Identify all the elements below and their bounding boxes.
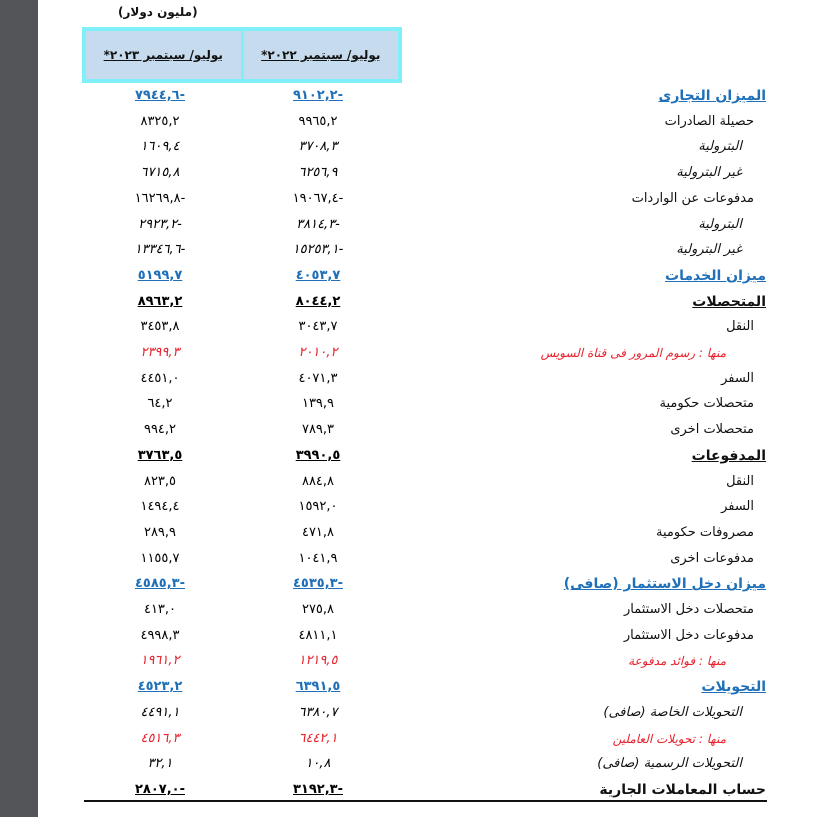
header-col-2022 <box>244 31 399 79</box>
row-label: السفر <box>721 499 754 515</box>
value-2023: ٤٥٨٥,٣- <box>134 576 185 592</box>
value-2023: ٢٩٢٣,٢- <box>138 216 182 232</box>
value-2022: ٩٩٦٥,٢ <box>298 113 338 129</box>
table-row <box>0 214 832 238</box>
table-row <box>0 291 832 315</box>
table-row <box>0 599 832 623</box>
value-2022: ٣٩٩٠,٥ <box>295 447 341 463</box>
row-label: التحويلات الخاصة (صافى) <box>603 704 742 720</box>
table-row <box>0 522 832 546</box>
value-2022: ٤٠٧١,٣ <box>298 370 338 386</box>
value-2022: ١٥٩٢,٠ <box>298 499 338 515</box>
value-2023: ٨٣٢٥,٢ <box>140 113 180 129</box>
table-row <box>0 573 832 597</box>
value-2022: ٦٤٤٢,١ <box>298 730 338 746</box>
value-2023: ٥١٩٩,٧ <box>137 267 183 283</box>
row-label: السفر <box>721 370 754 386</box>
row-label: متحصلات اخرى <box>670 422 754 438</box>
table-row <box>0 548 832 572</box>
table-row <box>0 239 832 263</box>
table-row <box>0 676 832 700</box>
row-label: البترولية <box>698 216 742 232</box>
header-col-2022-label: يوليو/ سبتمبر ٢٠٢٢* <box>261 48 381 62</box>
value-2023: ٢٣٩٩,٣ <box>140 345 180 360</box>
table-row <box>0 650 832 674</box>
row-label: التحويلات <box>701 679 766 696</box>
value-2023: ١٣٣٤٦,٦- <box>134 242 186 258</box>
row-label: حساب المعاملات الجارية <box>599 781 766 798</box>
table-row <box>0 393 832 417</box>
value-2022: ٤٥٣٥,٣- <box>292 576 343 592</box>
value-2023: ٩٩٤,٢ <box>143 422 177 438</box>
value-2022: ٢٠١٠,٢ <box>298 345 338 360</box>
row-label: مصروفات حكومية <box>655 524 754 540</box>
table-row <box>0 188 832 212</box>
row-label: ميزان الخدمات <box>665 267 766 284</box>
value-2022: ٢٧٥,٨ <box>301 602 335 617</box>
value-2022: ٦٢٥٦,٩ <box>298 165 338 181</box>
row-label: مدفوعات عن الواردات <box>631 190 754 206</box>
value-2023: ٢٨٩,٩ <box>143 524 177 540</box>
value-2023: ١٩٦١,٢ <box>140 653 180 669</box>
row-label: غير البترولية <box>676 165 742 181</box>
table-row <box>0 265 832 289</box>
value-2023: ٤١٣,٠ <box>143 602 177 617</box>
table-row <box>0 728 832 752</box>
value-2022: ٧٨٩,٣ <box>301 422 335 438</box>
value-2023: ٣٤٥٣,٨ <box>140 319 180 335</box>
value-2022: ٤٨١١,١ <box>298 627 338 643</box>
table-header <box>82 27 402 83</box>
row-label: المتحصلات <box>692 293 766 310</box>
value-2023: ٤٥١٦,٣ <box>140 730 180 746</box>
value-2023: ٣٧٦٣,٥ <box>137 447 183 463</box>
row-label: غير البترولية <box>676 242 742 258</box>
value-2022: ٤٧١,٨ <box>301 524 335 540</box>
table-row <box>0 162 832 186</box>
row-label: مدفوعات اخرى <box>670 550 754 566</box>
value-2023: ٤٤٥١,٠ <box>140 370 180 386</box>
value-2022: ٣٧٠٨,٣ <box>298 139 338 155</box>
table-row <box>0 471 832 495</box>
row-label: التحويلات الرسمية (صافى) <box>597 756 742 772</box>
value-2022: ٨٠٤٤,٢ <box>295 293 341 309</box>
value-2023: ٨٢٣,٥ <box>143 473 177 489</box>
row-label: النقل <box>726 319 754 335</box>
value-2023: ٤٥٢٣,٢ <box>137 679 183 695</box>
table-row <box>0 702 832 726</box>
value-2023: ١١٥٥,٧ <box>140 550 180 566</box>
row-label: متحصلات حكومية <box>659 396 754 412</box>
table-row <box>0 496 832 520</box>
value-2023: ٤٤٩١,١ <box>140 704 180 720</box>
table-row <box>0 316 832 340</box>
value-2023: ٦٧١٥,٨ <box>140 165 180 181</box>
value-2023: ١٦٢٦٩,٨- <box>134 190 186 206</box>
bottom-rule <box>84 800 767 802</box>
value-2022: ١٠٤١,٩ <box>298 550 338 566</box>
value-2022: ٨٨٤,٨ <box>301 473 335 489</box>
row-label: الميزان التجارى <box>658 88 766 104</box>
value-2022: ٣٠٤٣,٧ <box>298 319 338 335</box>
row-label: ميزان دخل الاستثمار (صافى) <box>563 576 766 593</box>
value-2023: ٣٢,١ <box>147 756 173 772</box>
table-row <box>0 111 832 135</box>
value-2022: ٤٠٥٣,٧ <box>295 267 341 283</box>
table-row <box>0 136 832 160</box>
table-row <box>0 85 832 109</box>
value-2022: ١٠,٨ <box>305 756 331 772</box>
row-label: متحصلات دخل الاستثمار <box>624 602 754 617</box>
row-label: النقل <box>726 473 754 489</box>
row-label: المدفوعات <box>691 447 766 464</box>
value-2023: ٧٩٤٤,٦- <box>134 88 185 103</box>
table-row <box>0 368 832 392</box>
table-row <box>0 753 832 777</box>
table-row <box>0 445 832 469</box>
value-2022: ١٩٠٦٧,٤- <box>292 190 344 206</box>
value-2022: ١٣٩,٩ <box>301 396 335 412</box>
table-row <box>0 625 832 649</box>
value-2023: ١٦٠٩,٤ <box>140 139 180 155</box>
table-row <box>0 419 832 443</box>
value-2022: ٦٣٨٠,٧ <box>298 704 338 720</box>
value-2023: ٨٩٦٣,٢ <box>137 293 183 309</box>
row-label: منها : تحويلات العاملين <box>612 731 726 746</box>
table-row <box>0 342 832 366</box>
row-label: البترولية <box>698 139 742 155</box>
value-2023: ٢٨٠٧,٠- <box>134 781 185 797</box>
header-col-2023-label: يوليو/ سبتمبر ٢٠٢٣* <box>103 48 223 62</box>
value-2023: ٦٤,٢ <box>147 396 173 412</box>
value-2022: ٩١٠٢,٢- <box>292 88 343 103</box>
value-2023: ١٤٩٤,٤ <box>140 499 180 515</box>
value-2022: ٦٣٩١,٥ <box>295 679 341 695</box>
header-col-2023 <box>86 31 241 79</box>
value-2022: ١٥٢٥٣,١- <box>292 242 344 258</box>
value-2022: ٣١٩٢,٣- <box>292 781 343 797</box>
value-2022: ٣٨١٤,٣- <box>296 216 340 232</box>
row-label: منها : فوائد مدفوعة <box>628 654 726 669</box>
unit-label: (مليون دولار) <box>118 5 198 19</box>
row-label: منها : رسوم المرور فى قناة السويس <box>540 346 726 360</box>
value-2022: ١٢١٩,٥ <box>298 653 338 669</box>
row-label: حصيلة الصادرات <box>664 113 754 129</box>
row-label: مدفوعات دخل الاستثمار <box>623 627 754 643</box>
value-2023: ٤٩٩٨,٣ <box>140 627 180 643</box>
